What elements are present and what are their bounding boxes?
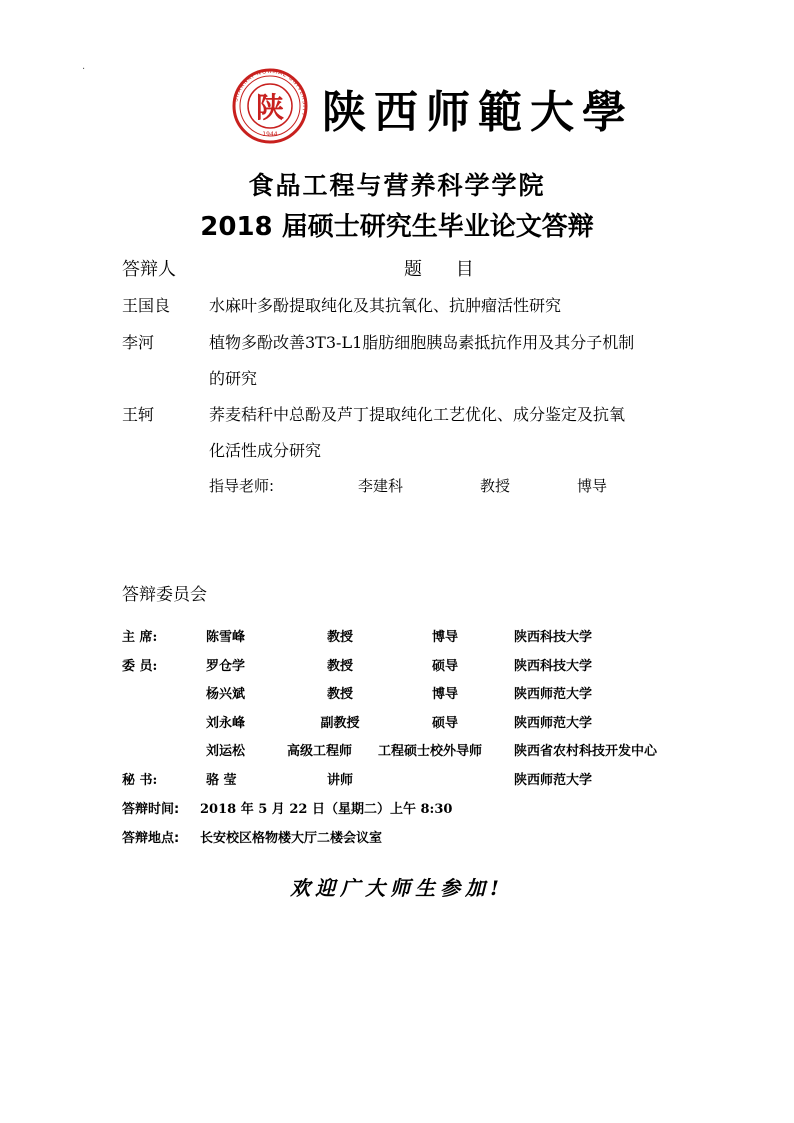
committee-member-affiliation: 陕西科技大学 <box>514 659 593 674</box>
committee-member-name: 杨兴斌 <box>206 687 246 702</box>
committee-member-degree: 硕导 <box>431 659 458 674</box>
student-name: 李河 <box>122 333 155 352</box>
welcome-message: 欢迎广大师生参加! <box>290 876 504 900</box>
defense-time-value: 2018 年 5 月 22 日（星期二）上午 8:30 <box>200 802 453 817</box>
page-title: 2018 届硕士研究生毕业论文答辩 <box>200 212 594 242</box>
committee-role: 主 席: <box>122 630 158 645</box>
advisor-degree: 博导 <box>577 477 608 495</box>
thesis-topic-line: 荞麦秸秆中总酚及芦丁提取纯化工艺优化、成分鉴定及抗氧 <box>209 405 626 424</box>
student-name: 王国良 <box>122 296 171 315</box>
defense-place-value: 长安校区格物楼大厅二楼会议室 <box>200 831 383 846</box>
committee-role: 秘 书: <box>122 773 158 788</box>
committee-member-degree: 工程硕士校外导师 <box>378 744 483 759</box>
column-header-defender: 答辩人 <box>122 259 176 280</box>
committee-member-name: 陈雪峰 <box>206 630 246 645</box>
committee-role: 委 员: <box>122 659 158 674</box>
committee-member-degree: 博导 <box>431 630 458 645</box>
committee-member-degree: 博导 <box>431 687 458 702</box>
committee-member-name: 刘运松 <box>206 744 246 759</box>
thesis-topic-line: 植物多酚改善3T3-L1脂肪细胞胰岛素抵抗作用及其分子机制 <box>209 333 635 352</box>
committee-member-name: 骆 莹 <box>206 773 237 788</box>
committee-heading: 答辩委员会 <box>122 585 207 605</box>
student-name: 王轲 <box>122 405 155 424</box>
committee-member-affiliation: 陕西师范大学 <box>514 716 593 731</box>
committee-member-name: 罗仓学 <box>206 659 246 674</box>
committee-member-title: 教授 <box>326 687 353 702</box>
advisor-label: 指导老师: <box>209 477 275 495</box>
seal-year: 1944 <box>262 131 278 138</box>
advisor-title: 教授 <box>480 477 511 495</box>
seal-ring-text: SHAANXI NORMAL UNIVERSITY <box>233 68 308 118</box>
defense-time-label: 答辩时间: <box>122 802 180 817</box>
committee-member-title: 讲师 <box>326 773 353 788</box>
university-name: 陕西师範大學 <box>322 87 634 138</box>
committee-member-degree: 硕导 <box>431 716 458 731</box>
committee-member-affiliation: 陕西师范大学 <box>514 773 593 788</box>
committee-member-title: 副教授 <box>320 716 360 731</box>
committee-member-affiliation: 陕西师范大学 <box>514 687 593 702</box>
stray-mark: · <box>82 64 86 75</box>
thesis-topic-line: 的研究 <box>209 369 258 388</box>
committee-member-title: 高级工程师 <box>287 744 353 759</box>
defense-place-label: 答辩地点: <box>122 831 180 846</box>
thesis-topic-line: 水麻叶多酚提取纯化及其抗氧化、抗肿瘤活性研究 <box>209 296 562 315</box>
college-name: 食品工程与营养科学学院 <box>248 171 546 200</box>
university-seal-logo <box>232 68 308 144</box>
advisor-name: 李建科 <box>358 477 404 495</box>
seal-character: 陕 <box>255 91 285 124</box>
thesis-topic-line: 化活性成分研究 <box>209 441 322 460</box>
committee-member-affiliation: 陕西科技大学 <box>514 630 593 645</box>
committee-member-name: 刘永峰 <box>206 716 246 731</box>
column-header-topic: 题 目 <box>404 259 488 280</box>
committee-member-title: 教授 <box>326 659 353 674</box>
committee-member-title: 教授 <box>326 630 353 645</box>
committee-member-affiliation: 陕西省农村科技开发中心 <box>514 744 658 759</box>
